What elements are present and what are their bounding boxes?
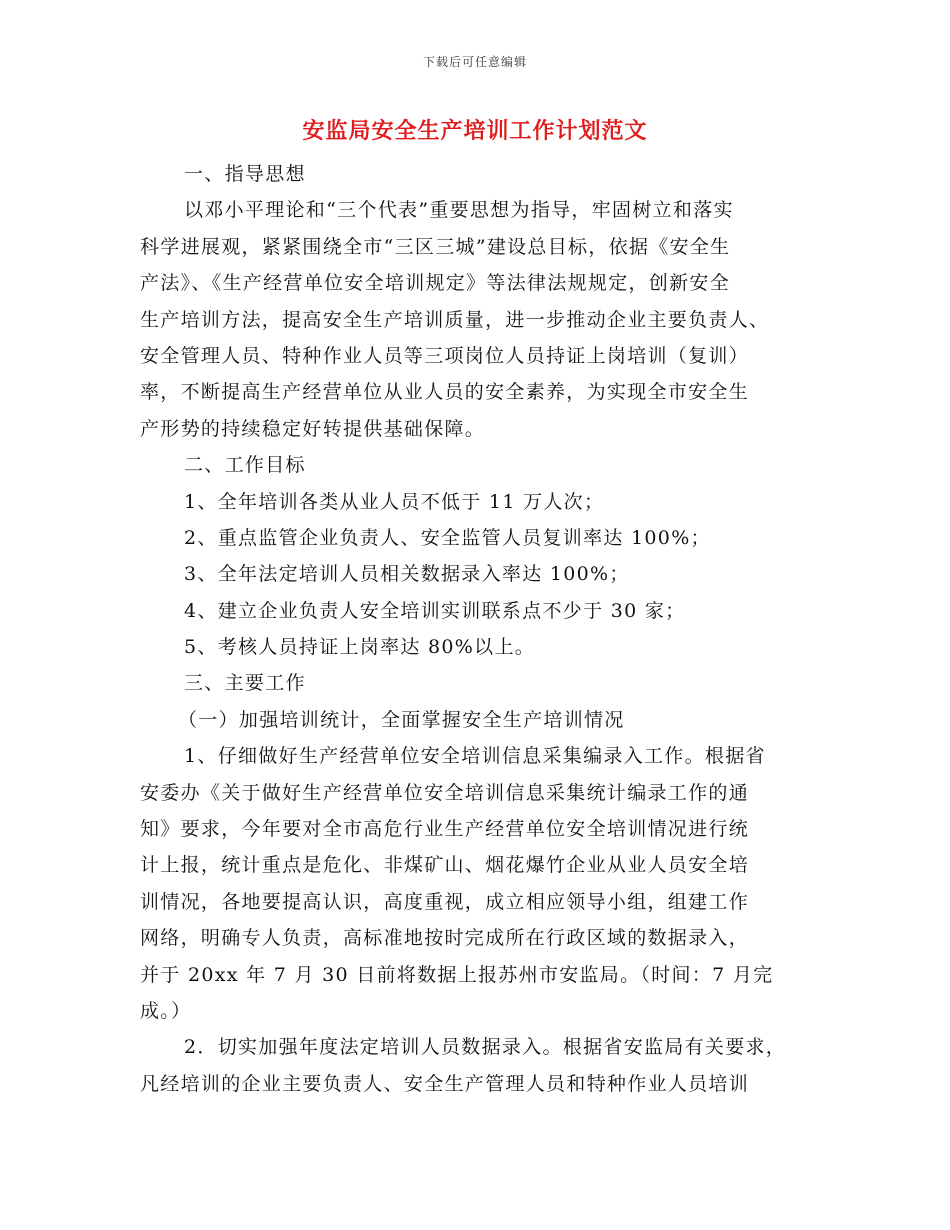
paragraph-line: 生产培训方法，提高安全生产培训质量，进一步推动企业主要负责人、 (140, 308, 770, 331)
paragraph-line: 安全管理人员、特种作业人员等三项岗位人员持证上岗培训（复训） (140, 344, 750, 367)
paragraph-line: 训情况，各地要提高认识，高度重视，成立相应领导小组，组建工作 (140, 890, 750, 913)
paragraph-line: 并于 20xx 年 7 月 30 日前将数据上报苏州市安监局。（时间：7 月完 (140, 963, 774, 986)
paragraph-line: 5、考核人员持证上岗率达 80%以上。 (184, 636, 536, 659)
paragraph-line: 成。） (140, 999, 192, 1022)
paragraph-line: 三、主要工作 (184, 672, 306, 695)
paragraph-line: 1、全年培训各类从业人员不低于 11 万人次； (184, 490, 605, 513)
paragraph-line: 产形势的持续稳定好转提供基础保障。 (140, 417, 486, 440)
paragraph-line: （一）加强培训统计，全面掌握安全生产培训情况 (178, 708, 625, 731)
paragraph-line: 安委办《关于做好生产经营单位安全培训信息采集统计编录工作的通 (140, 781, 750, 804)
paragraph-line: 网络，明确专人负责，高标准地按时完成所在行政区域的数据录入， (140, 927, 750, 950)
paragraph-line: 二、工作目标 (184, 454, 306, 477)
paragraph-line: 科学进展观，紧紧围绕全市“三区三城”建设总目标，依据《安全生 (140, 235, 731, 258)
paragraph-line: 2、重点监管企业负责人、安全监管人员复训率达 100%； (184, 526, 711, 549)
paragraph-line: 计上报，统计重点是危化、非煤矿山、烟花爆竹企业从业人员安全培 (140, 854, 750, 877)
paragraph-line: 一、指导思想 (184, 163, 306, 185)
paragraph-line: 1、仔细做好生产经营单位安全培训信息采集编录入工作。根据省 (184, 745, 766, 768)
document-body (140, 156, 830, 1102)
paragraph-line: 以邓小平理论和“三个代表”重要思想为指导，牢固树立和落实 (184, 199, 734, 222)
paragraph-line: 凡经培训的企业主要负责人、安全生产管理人员和特种作业人员培训 (140, 1072, 750, 1095)
header-note: 下载后可任意编辑 (422, 55, 527, 69)
paragraph-line: 知》要求，今年要对全市高危行业生产经营单位安全培训情况进行统 (140, 818, 750, 841)
paragraph-line: 4、建立企业负责人安全培训实训联系点不少于 30 家； (184, 599, 686, 622)
document-title: 安监局安全生产培训工作计划范文 (302, 118, 648, 144)
paragraph-line: 产法》、《生产经营单位安全培训规定》等法律法规规定，创新安全 (140, 272, 731, 295)
paragraph-line: 2．切实加强年度法定培训人员数据录入。根据省安监局有关要求， (184, 1036, 787, 1059)
paragraph-line: 率，不断提高生产经营单位从业人员的安全素养，为实现全市安全生 (140, 381, 750, 404)
paragraph-line: 3、全年法定培训人员相关数据录入率达 100%； (184, 563, 630, 586)
